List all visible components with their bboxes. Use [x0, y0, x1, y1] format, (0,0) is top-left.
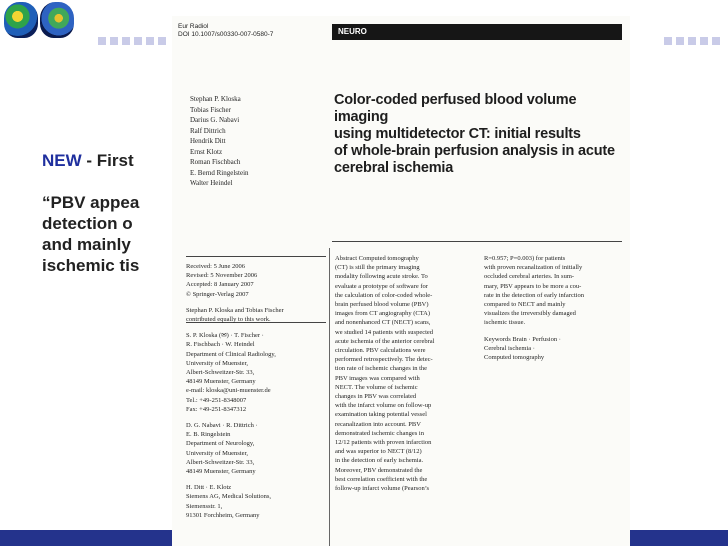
divider	[186, 256, 326, 257]
text-line: Albert-Schweitzer-Str. 33,	[186, 369, 255, 377]
text-line: evaluate a prototype of software for	[335, 282, 428, 290]
text-line: Siemensstr. 1,	[186, 502, 223, 510]
text-line: visualizes the irreversibly damaged	[484, 310, 576, 318]
abstract-continued-column	[484, 254, 624, 362]
article-info-column	[186, 262, 326, 520]
slide-heading-line: NEW - First	[42, 151, 134, 170]
author: E. Bernd Ringelstein	[190, 168, 249, 177]
text-line: Accepted: 8 January 2007	[186, 281, 254, 289]
text-line: PBV images was compared with	[335, 374, 420, 382]
text-line: Tel.: +49-251-8348007	[186, 396, 247, 404]
text-line: occluded cerebral arteries. In sum-	[484, 273, 575, 281]
decorative-squares-right	[664, 37, 728, 47]
section-label: NEURO	[338, 27, 367, 36]
text-line: Received: 5 June 2006	[186, 263, 246, 270]
text-line: 91301 Forchheim, Germany	[186, 511, 260, 519]
text-line: mary, PBV appears to be more a cou-	[484, 282, 582, 290]
text-line: circulation. PBV calculations were	[335, 347, 426, 355]
text-line: compared to NECT and mainly	[484, 301, 566, 309]
text-line: (CT) is still the primary imaging	[335, 264, 420, 272]
text-line: University of Muenster,	[186, 359, 249, 367]
text-line: rate in the detection of early infarction	[484, 291, 584, 299]
text-line: e-mail: kloska@uni-muenster.de	[186, 387, 271, 395]
author: Roman Fischbach	[190, 158, 241, 166]
new-label: NEW	[42, 151, 82, 170]
decorative-squares-left	[98, 37, 178, 47]
text-line: University of Muenster,	[186, 449, 249, 457]
slide-body-text	[42, 150, 192, 276]
author: Hendrik Ditt	[190, 137, 226, 145]
text-line: 48149 Muenster, Germany	[186, 468, 256, 476]
author: Ralf Dittrich	[190, 126, 226, 135]
text-line: we studied 14 patients with suspected	[335, 328, 434, 336]
quote-line: detection o	[42, 214, 133, 233]
text-line: examination taking potential vessel	[335, 411, 427, 419]
text-line: Computed tomography	[484, 354, 545, 362]
text-line: recanalization into account. PBV	[335, 420, 421, 428]
quote-line: “PBV appea	[42, 193, 140, 212]
brain-scan-image	[4, 2, 38, 38]
article-title: Color-coded perfused blood volume imaging using multidetector CT: initial results of whole-brain perfusion analysis in acute cerebral ischemia	[334, 92, 615, 176]
text-line: E. B. Ringelstein	[186, 431, 231, 439]
text-line: and nonenhanced CT (NECT) scans,	[335, 319, 431, 327]
text-line: 12/12 patients with proven infarction	[335, 439, 432, 447]
text-line: contributed equally to this work.	[186, 316, 271, 324]
text-line: Department of Neurology,	[186, 440, 255, 448]
text-line: ischemic tissue.	[484, 319, 526, 327]
text-line: demonstrated ischemic changes in	[335, 429, 424, 437]
text-line: images from CT angiography (CTA)	[335, 310, 431, 318]
text-line: Moreover, PBV demonstrated the	[335, 466, 423, 474]
text-line: brain perfused blood volume (PBV)	[335, 301, 429, 309]
article-meta: Eur Radiol DOI 10.1007/s00330-007-0580-7	[178, 23, 274, 38]
text-line: follow-up infarct volume (Pearson’s	[335, 485, 430, 493]
text-line: with proven recanalization of initially	[484, 264, 583, 272]
author: Darius G. Nabavi	[190, 116, 240, 124]
text-line: Stephan P. Kloska and Tobias Fischer	[186, 306, 284, 314]
text-line: R=0.957; P=0.003) for patients	[484, 255, 566, 262]
text-line: 48149 Muenster, Germany	[186, 378, 256, 386]
text-line: Keywords Brain · Perfusion ·	[484, 335, 561, 343]
text-line: in the detection of early ischemia.	[335, 457, 424, 465]
text-line: Abstract Computed tomography	[335, 255, 419, 262]
journal-article-page	[172, 16, 630, 546]
text-line: tion rate of ischemic changes in the	[335, 365, 428, 373]
text-line: Cerebral ischemia ·	[484, 344, 535, 352]
text-line: Siemens AG, Medical Solutions,	[186, 493, 272, 501]
journal-section-bar	[332, 24, 622, 40]
text-line: best correlation coefficient with the	[335, 475, 428, 483]
text-line: R. Fischbach · W. Heindel	[186, 341, 255, 349]
text-line: D. G. Nabavi · R. Dittrich ·	[186, 422, 258, 430]
text-line: NECT. The volume of ischemic	[335, 383, 418, 391]
divider	[332, 241, 622, 242]
text-line: the calculation of color-coded whole-	[335, 291, 433, 299]
author: Walter Heindel	[190, 179, 233, 187]
brain-perfusion-thumbnails	[4, 2, 76, 38]
text-line: Albert-Schweitzer-Str. 33,	[186, 458, 255, 466]
text-line: modality following acute stroke. To	[335, 273, 428, 281]
text-line: Fax: +49-251-8347312	[186, 405, 247, 413]
text-line: H. Ditt · E. Klotz	[186, 484, 232, 492]
abstract-column	[335, 254, 480, 493]
text-line: Department of Clinical Radiology,	[186, 350, 276, 358]
quote-line: and mainly	[42, 235, 131, 254]
text-line: with the infarct volume on follow-up	[335, 402, 432, 410]
text-line: and was superior to NECT (8/12)	[335, 448, 422, 456]
text-line: acute ischemia of the anterior cerebral	[335, 337, 435, 345]
quote-line: ischemic tis	[42, 256, 140, 275]
brain-scan-image	[40, 2, 74, 38]
author: Ernst Klotz	[190, 147, 223, 156]
author: Stephan P. Kloska	[190, 95, 241, 103]
text-line: changes in PBV was correlated	[335, 393, 417, 401]
author: Tobias Fischer	[190, 105, 231, 114]
column-divider	[329, 248, 330, 546]
text-line: © Springer-Verlag 2007	[186, 290, 249, 298]
text-line: S. P. Kloska (✉) · T. Fischer ·	[186, 332, 264, 340]
author-list	[190, 94, 249, 189]
text-line: Revised: 5 November 2006	[186, 272, 258, 280]
text-line: performed retrospectively. The detec-	[335, 356, 433, 364]
